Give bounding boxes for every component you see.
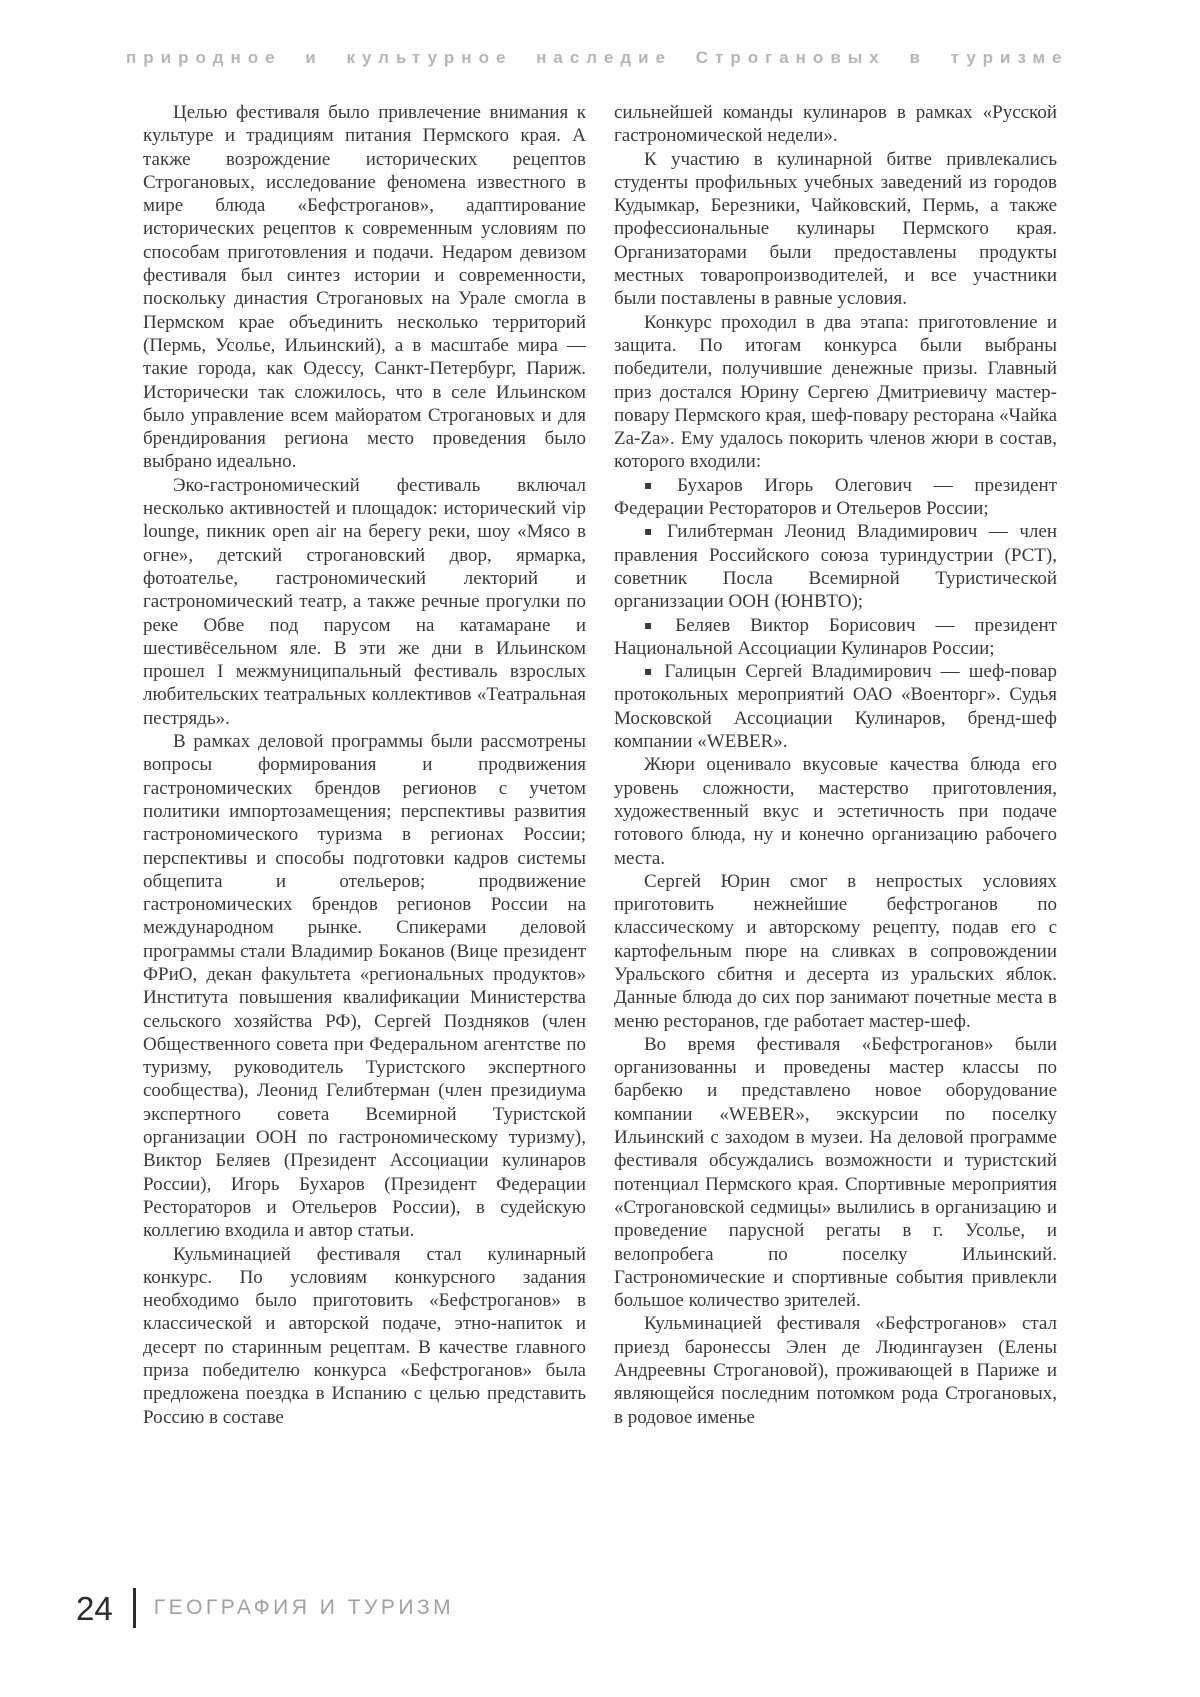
- article-body: [143, 101, 1057, 1473]
- bullet-icon: ▪: [644, 617, 668, 632]
- paragraph: Целью фестиваля было привлечение внимания к культуре и традициям питания Пермского края. А также возрождение исторических рецептов Строгановых, исследование феномена известного в мире блюда «Бефстроганов», адаптирование исторических рецептов к современным условиям по способам приготовления и подачи. Недаром девизом фестиваля был синтез истории и современности, поскольку династия Строгановых на Урале смогла в Пермском крае объединить несколько территорий (Пермь, Усолье, Ильинский), а в масштабе мира — такие города, как Одессу, Санкт-Петербург, Париж. Исторически так сложилось, что в селе Ильинском было управление всем майоратом Строгановых и для брендирования региона место проведения было выбрано идеально.: [143, 102, 586, 473]
- right-column: [614, 101, 1057, 1473]
- paragraph: Жюри оценивало вкусовые качества блюда его уровень сложности, мастерство приготовления, художественный вкус и эстетичность при подаче готового блюда, ну и конечно организацию рабочего места.: [614, 754, 1057, 869]
- list-item-text: Гилибтерман Леонид Владимирович — член правления Российского союза туриндустрии (РСТ), советник Посла Всемирной Туристической организзации ООН (ЮНВТО);: [614, 521, 1057, 613]
- bullet-icon: ▪: [644, 664, 657, 679]
- list-item: [614, 474, 1057, 521]
- paragraph: Кульминацией фестиваля стал кулинарный конкурс. По условиям конкурсного задания необходимо было приготовить «Бефстроганов» в классической и авторской подаче, этно-напиток и десерт по старинным рецептам. В качестве главного приза победителю конкурса «Бефстроганов» была предложена поездка в Испанию с целью представить Россию в составе: [143, 1243, 586, 1428]
- section-title: ГЕОГРАФИЯ И ТУРИЗМ: [153, 1596, 455, 1619]
- paragraph: Эко-гастрономический фестиваль включал несколько активностей и площадок: исторический vip lounge, пикник open air на берегу реки, шоу «Мясо в огне», детский строгановский двор, ярмарка, фотоателье, гастрономический лекторий и гастрономический театр, а также речные прогулки по реке Обве под парусом на катамаране и шестивёсельном яле. В эти же дни в Ильинском прошел I межмуниципальный фестиваль взрослых любительских театральных коллективов «Театральная пестрядь».: [143, 474, 586, 729]
- paragraph: Сергей Юрин смог в непростых условиях приготовить нежнейшие бефстроганов по классическому и авторскому рецепту, подав его с картофельным пюре на сливках в сопровождении Уральского сбитня и десерта из уральских яблок. Данные блюда до сих пор занимают почетные места в меню ресторанов, где работает мастер-шеф.: [614, 870, 1057, 1032]
- list-item: [614, 520, 1057, 613]
- left-column: [143, 101, 586, 1473]
- page-header: [126, 48, 1069, 68]
- running-head-text: природное и культурное наследие Строгановых в туризме: [126, 48, 1069, 67]
- paragraph: Конкурс проходил в два этапа: приготовление и защита. По итогам конкурса были выбраны победители, получившие денежные призы. Главный приз достался Юрину Сергею Дмитриевичу мастер-повару Пермского края, шеф-повару ресторана «Чайка Za-Za». Ему удалось покорить членов жюри в состав, которого входили:: [614, 311, 1057, 473]
- list-item: [614, 614, 1057, 661]
- list-item-text: Галицын Сергей Владимирович — шеф-повар протокольных мероприятий ОАО «Военторг». Судья Московской Ассоциации Кулинаров, бренд-шеф компании «WEBER».: [614, 661, 1057, 753]
- bullet-icon: ▪: [644, 477, 670, 492]
- paragraph: В рамках деловой программы были рассмотрены вопросы формирования и продвижения гастрономических брендов регионов с учетом политики импортозамещения; перспективы развития гастрономического туризма в регионах России; перспективы и способы подготовки кадров системы общепита и отельеров; продвижение гастрономических брендов регионов России на международном рынке. Спикерами деловой программы стали Владимир Боканов (Вице президент ФРиО, декан факультета «региональных продуктов» Института повышения квалификации Министерства сельского хозяйства РФ), Сергей Поздняков (член Общественного совета при Федеральном агентстве по туризму, руководитель Туристского экспертного сообщества), Леонид Гелибтерман (член президиума экспертного совета Всемирной Туристской организации ООН по гастрономическому туризму), Виктор Беляев (Президент Ассоциации кулинаров России), Игорь Бухаров (Президент Федерации Рестораторов и Отельеров России), в судейскую коллегию входила и автор статьи.: [143, 731, 586, 1242]
- footer-divider: [133, 1588, 136, 1628]
- page-footer: [76, 1588, 454, 1628]
- list-item-text: Бухаров Игорь Олегович — президент Федерации Рестораторов и Отельеров России;: [614, 474, 1057, 520]
- list-item-text: Беляев Виктор Борисович — президент Национальной Ассоциации Кулинаров России;: [614, 614, 1057, 659]
- page-number: 24: [76, 1589, 113, 1627]
- paragraph-continuation: сильнейшей команды кулинаров в рамках «Русской гастрономической недели».: [614, 102, 1057, 147]
- list-item: [614, 660, 1057, 753]
- paragraph: К участию в кулинарной битве привлекались студенты профильных учебных заведений из городов Кудымкар, Березники, Чайковский, Пермь, а также профессиональные кулинары Пермского края. Организаторами были предоставлены продукты местных товаропроизводителей, и все участники были поставлены в равные условия.: [614, 148, 1057, 310]
- paragraph: Кульминацией фестиваля «Бефстроганов» стал приезд баронессы Элен де Людингаузен (Елены Андреевны Строгановой), проживающей в Париже и являющейся последним потомком рода Строгановых, в родовое именье: [614, 1313, 1057, 1428]
- bullet-icon: ▪: [644, 524, 659, 539]
- paragraph: Во время фестиваля «Бефстроганов» были организованны и проведены мастер классы по барбекю и представлено новое оборудование компании «WEBER», экскурсии по поселку Ильинский с заходом в музеи. На деловой программе фестиваля обсуждались возможности и туристский потенциал Пермского края. Спортивные мероприятия «Строгановской седмицы» вылились в организацию и проведение парусной регаты в г. Усолье, и велопробега по поселку Ильинский. Гастрономические и спортивные события привлекли большое количество зрителей.: [614, 1033, 1057, 1312]
